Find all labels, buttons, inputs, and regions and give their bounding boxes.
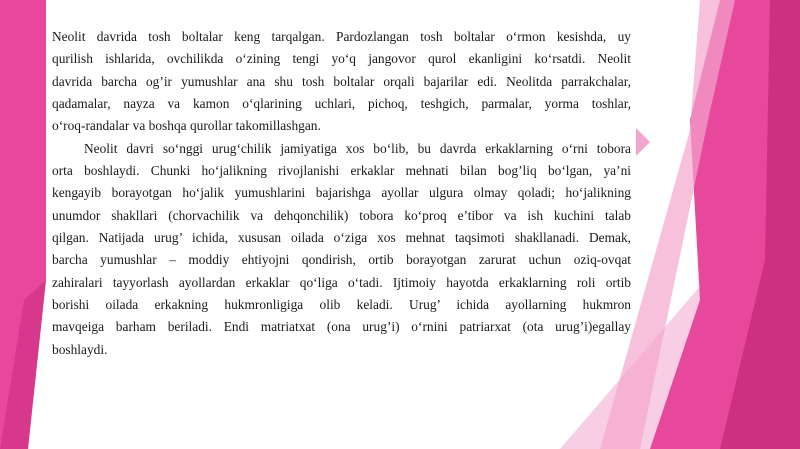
text-line: qurilish ishlarida, ovchilikda o‘zining tengi yo‘q jangovor qurol ekanligini ko‘rsatdi. Neolit (52, 51, 631, 67)
text-line: barcha yumushlar – moddiy ehtiyojni qondirish, ortib borayotgan zarurat uchun oziq-ovqat (52, 252, 631, 268)
body-text (52, 26, 631, 361)
text-line: davrida barcha og’ir yumushlar ana shu tosh boltalar orqali bajarilar edi. Neolitda parrakchalar, (52, 73, 631, 89)
text-line: boshlaydi. (52, 341, 108, 357)
text-line: unumdor shakllari (chorvachilik va dehqonchilik) tobora ko‘proq e’tibor va ish kuchini talab (52, 207, 631, 223)
text-line: borishi oilada erkakning hukmronligiga olib keladi. Urug’ ichida ayollarning hukmron (52, 297, 631, 313)
text-line: qadamalar, nayza va kamon o‘qlarining uchlari, pichoq, teshgich, parmalar, yorma toshlar, (52, 96, 631, 112)
text-line: zahiralari tayyorlash ayollardan erkaklar qo‘liga o‘tadi. Ijtimoiy hayotda erkaklarning roli ortib (52, 274, 631, 290)
paragraph-2 (52, 138, 631, 361)
text-line: Neolit davrida tosh boltalar keng tarqalgan. Pardozlangan tosh boltalar o‘rmon kesishda, uy (52, 29, 631, 44)
text-line: Neolit davri so‘nggi urug‘chilik jamiyatiga xos bo‘lib, bu davrda erkaklarning o‘rni tobora (84, 140, 631, 156)
text-line: orta boshlaydi. Chunki ho‘jalikning rivojlanishi erkaklar mehnati bilan bog’liq bo‘lgan, ya’ni (52, 163, 631, 179)
text-line: o‘roq-randalar va boshqa qurollar takomillashgan. (52, 118, 321, 134)
text-line: kengayib borayotgan ho‘jalik yumushlarini bajarishga ayollar ulgura olmay qoladi; ho‘jalikning (52, 185, 631, 201)
paragraph-1 (52, 26, 631, 138)
text-line: qilgan. Natijada urug’ ichida, xususan oilada o‘ziga xos mehnat taqsimoti shakllanadi. Demak, (52, 230, 631, 246)
text-line: mavqeiga barham beriladi. Endi matriatxat (ona urug’i) o‘rnini patriarxat (ota urug’i)egallay (52, 319, 631, 335)
right-arrow-highlight (636, 128, 650, 156)
